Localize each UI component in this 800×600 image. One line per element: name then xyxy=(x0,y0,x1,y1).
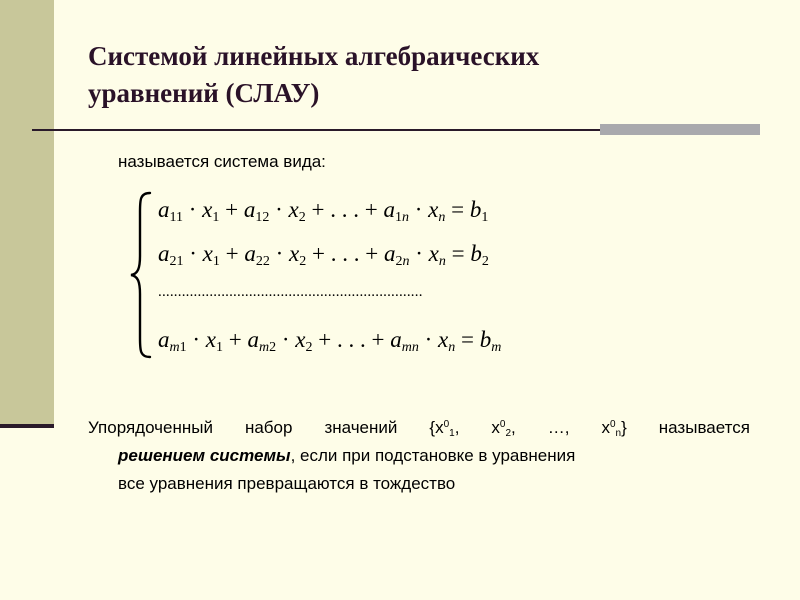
definition-text: , если при подстановке в уравнения xyxy=(290,446,576,465)
solution-set-ellipsis: …, xyxy=(547,418,570,437)
title-line-2: уравнений (СЛАУ) xyxy=(88,78,320,108)
definition-word: называется xyxy=(658,418,750,437)
equation-system xyxy=(128,190,708,360)
equation-ellipsis-row: ................................................................... xyxy=(158,284,423,300)
title-line-1: Системой линейных алгебраических xyxy=(88,41,540,71)
definition-word: Упорядоченный xyxy=(88,418,213,437)
definition-line-2 xyxy=(88,442,750,470)
definition-paragraph xyxy=(88,414,750,498)
sidebar-decoration xyxy=(0,0,54,425)
definition-word: набор xyxy=(244,418,293,437)
title-underline-accent xyxy=(600,124,760,135)
definition-line-1 xyxy=(88,414,750,442)
equation-row-2: $a_{21} \cdot x_1 + a_{22} \cdot x_2$ + . . . + $a_{2n} \cdot x_n = b_2$ xyxy=(158,241,489,269)
solution-set: {$x^0_1$, xyxy=(429,418,460,439)
sidebar-rule xyxy=(0,424,54,428)
definition-word: значений xyxy=(324,418,398,437)
definition-line-3: все уравнения превращаются в тождество xyxy=(118,474,456,493)
solution-term: решением системы xyxy=(118,446,291,465)
solution-set-x2: $x^0_2$, xyxy=(491,418,516,439)
equation-row-m: $a_{m1} \cdot x_1 + a_{m2} \cdot x_2$ + . . . + $a_{mn} \cdot x_n = b_m$ xyxy=(158,327,502,355)
slide-title xyxy=(88,38,728,112)
left-brace-icon xyxy=(128,190,154,360)
solution-set-xn: $x^0_n$} xyxy=(601,418,627,439)
equation-row-1: $a_{11} \cdot x_1 + a_{12} \cdot x_2$ + . . . + $a_{1n} \cdot x_n = b_1$ xyxy=(158,197,489,225)
intro-text: называется система вида: xyxy=(118,152,326,171)
